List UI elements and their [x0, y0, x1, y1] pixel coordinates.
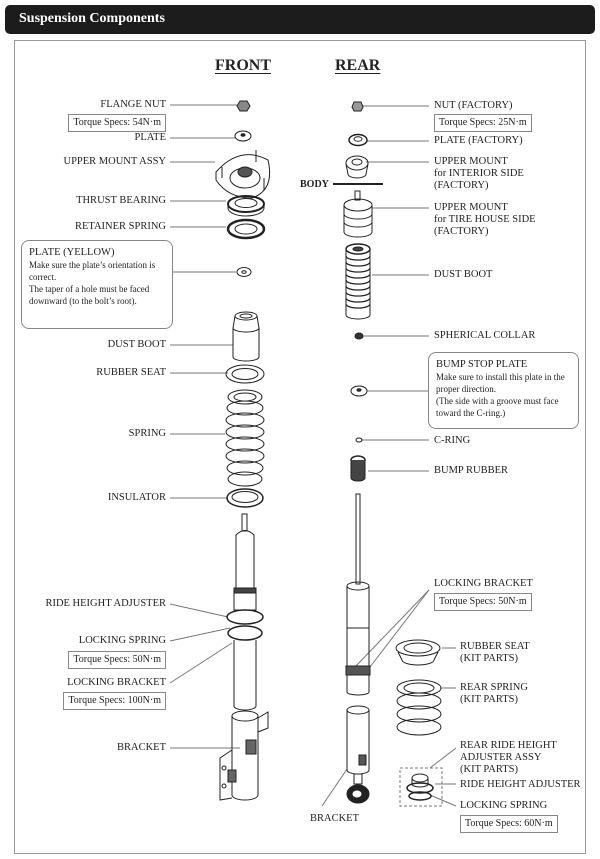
- rear-spherical-collar-label: SPHERICAL COLLAR: [434, 330, 536, 341]
- front-plate-drawing: [235, 131, 251, 141]
- note-line: toward the C-ring.): [436, 408, 506, 418]
- label-line: UPPER MOUNT: [434, 156, 508, 167]
- note-title: PLATE (YELLOW): [29, 247, 115, 258]
- rear-c-ring-label: C-RING: [434, 435, 471, 446]
- rear-upper-mount-tire-label: [434, 202, 536, 238]
- label-line: (KIT PARTS): [460, 764, 519, 775]
- label-line: UPPER MOUNT: [434, 202, 508, 213]
- front-bracket-label: BRACKET: [116, 742, 166, 753]
- note-line: Make sure the plate’s orientation is: [29, 260, 156, 270]
- front-thrust-bearing-label: THRUST BEARING: [76, 195, 166, 206]
- label-line: (KIT PARTS): [460, 694, 519, 705]
- section-title: Suspension Components: [19, 11, 165, 26]
- rear-heading: REAR: [335, 57, 381, 74]
- front-retainer-spring-drawing: [228, 220, 264, 238]
- label-line: RUBBER SEAT: [460, 641, 530, 652]
- front-retainer-spring-label: RETAINER SPRING: [74, 221, 166, 232]
- rear-spherical-collar-drawing: [355, 333, 363, 339]
- rear-locking-bracket-torque: Torque Specs: 50N·m: [434, 593, 532, 611]
- rear-ride-height-adjuster-label: RIDE HEIGHT ADJUSTER: [460, 779, 581, 790]
- rear-plate-drawing: [349, 135, 367, 146]
- front-locking-bracket-torque: Torque Specs: 100N·m: [63, 692, 166, 710]
- note-line: proper direction.: [436, 384, 496, 394]
- body-label: BODY: [300, 179, 329, 190]
- front-dust-boot-label: DUST BOOT: [107, 339, 166, 350]
- front-spring-label: SPRING: [128, 428, 166, 439]
- front-insulator-label: INSULATOR: [107, 492, 166, 503]
- front-rubber-seat-drawing: [226, 365, 264, 383]
- front-thrust-bearing-drawing: [228, 196, 264, 216]
- rear-bump-stop-plate-drawing: [351, 386, 367, 396]
- rear-adjuster-assy-drawing: [400, 768, 442, 806]
- note-line: downward (to the bolt’s root).: [29, 296, 137, 306]
- front-shock-absorber-drawing: [227, 514, 263, 710]
- note-title: BUMP STOP PLATE: [436, 359, 528, 370]
- rear-dust-boot-label: DUST BOOT: [434, 269, 493, 280]
- rear-bump-stop-plate-note: [428, 352, 579, 429]
- rear-adjuster-assy-label: [460, 740, 557, 776]
- rear-nut-drawing: [352, 102, 363, 111]
- label-line: REAR SPRING: [460, 682, 528, 693]
- rear-locking-spring-torque: Torque Specs: 60N·m: [460, 815, 558, 833]
- label-line: (FACTORY): [434, 226, 489, 237]
- rear-bump-rubber-label: BUMP RUBBER: [434, 465, 509, 476]
- label-line: (KIT PARTS): [460, 653, 519, 664]
- rear-plate-label: PLATE (FACTORY): [434, 135, 523, 146]
- front-locking-bracket-label: LOCKING BRACKET: [67, 677, 166, 688]
- label-line: (FACTORY): [434, 180, 489, 191]
- front-flange-nut-torque: Torque Specs: 54N·m: [68, 114, 166, 132]
- rear-bracket-drawing: [347, 706, 369, 803]
- rear-bracket-label: BRACKET: [310, 813, 360, 824]
- front-ride-height-adjuster-label: RIDE HEIGHT ADJUSTER: [45, 598, 166, 609]
- rear-spring-label: [460, 682, 528, 706]
- rear-locking-spring-label: LOCKING SPRING: [460, 800, 548, 811]
- front-locking-spring-label: LOCKING SPRING: [78, 635, 166, 646]
- front-spring-drawing: [226, 390, 264, 486]
- rear-rubber-seat-label: [460, 641, 530, 665]
- front-heading: FRONT: [215, 57, 271, 74]
- front-yellow-plate-drawing: [237, 268, 251, 277]
- note-line: correct.: [29, 272, 57, 282]
- label-line: ADJUSTER ASSY: [460, 752, 542, 763]
- note-line: The taper of a hole must be faced: [29, 284, 150, 294]
- label-line: for INTERIOR SIDE: [434, 168, 524, 179]
- rear-bump-rubber-drawing: [351, 456, 365, 481]
- front-rubber-seat-label: RUBBER SEAT: [96, 367, 166, 378]
- front-bracket-drawing: [220, 711, 268, 800]
- front-upper-mount-label: UPPER MOUNT ASSY: [63, 156, 166, 167]
- rear-nut-torque: Torque Specs: 25N·m: [434, 114, 532, 132]
- front-plate-label: PLATE: [134, 132, 166, 143]
- rear-spring-drawing: [397, 680, 441, 735]
- front-upper-mount-drawing: [216, 150, 270, 198]
- front-plate-yellow-note: [21, 240, 173, 329]
- front-dust-boot-drawing: [233, 312, 259, 361]
- front-locking-spring-torque: Torque Specs: 50N·m: [68, 651, 166, 669]
- rear-upper-mount-tire-drawing: [344, 191, 372, 237]
- rear-locking-bracket-label: LOCKING BRACKET: [434, 578, 533, 589]
- front-flange-nut-label: FLANGE NUT: [100, 99, 166, 110]
- label-line: REAR RIDE HEIGHT: [460, 740, 557, 751]
- rear-dust-boot-drawing: [346, 244, 370, 319]
- front-insulator-drawing: [227, 489, 263, 507]
- rear-upper-mount-interior-drawing: [346, 156, 368, 178]
- rear-rubber-seat-drawing: [396, 640, 440, 665]
- rear-shock-absorber-drawing: [346, 494, 370, 695]
- note-line: (The side with a groove must face: [436, 396, 559, 406]
- front-flange-nut-drawing: [237, 101, 250, 111]
- label-line: for TIRE HOUSE SIDE: [434, 214, 536, 225]
- note-line: Make sure to install this plate in the: [436, 372, 565, 382]
- rear-upper-mount-interior-label: [434, 156, 524, 192]
- rear-nut-label: NUT (FACTORY): [434, 100, 513, 111]
